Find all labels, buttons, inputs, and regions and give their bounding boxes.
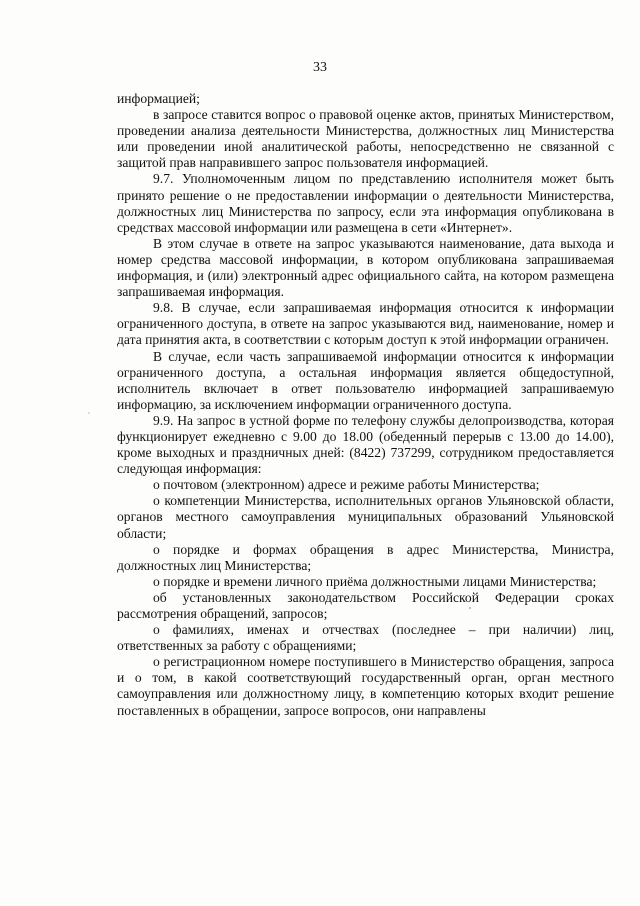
paragraph-14: о регистрационном номере поступившего в Министерство обращения, запроса и о том, в какой соответствующий государственный орган, орган местного самоуправления или должностному лицу, в компетенцию которых входит решение поставленных в обращении, запросе вопросов, они направлены	[117, 654, 614, 718]
scan-speck	[469, 607, 471, 609]
paragraph-6: В случае, если часть запрашиваемой информации относится к информации ограниченного доступа, а остальная информация является общедоступной, исполнитель включает в ответ пользователю информацией запрашиваемую информацию, за исключением информации ограниченного доступа.	[117, 348, 614, 412]
paragraph-12: об установленных законодательством Российской Федерации сроках рассмотрения обращений, запросов;	[117, 589, 614, 621]
paragraph-11: о порядке и времени личного приёма должностными лицами Министерства;	[153, 573, 597, 589]
document-body	[117, 91, 614, 719]
paragraph-2: в запросе ставится вопрос о правовой оценке актов, принятых Министерством, проведении анализа деятельности Министерства, должностных лиц Министерства или проведении иной аналитической работы, непосредственно не связанной с защитой прав направившего запрос пользователя информацией.	[117, 107, 614, 171]
paragraph-10: о порядке и формах обращения в адрес Министерства, Министра, должностных лиц Министерства;	[117, 541, 614, 573]
paragraph-9: о компетенции Министерства, исполнительных органов Ульяновской области, органов местного самоуправления муниципальных образований Ульяновской области;	[117, 493, 614, 541]
paragraph-7: 9.9. На запрос в устной форме по телефону службы делопроизводства, которая функционирует ежедневно с 9.00 до 18.00 (обеденный перерыв с 13.00 до 14.00), кроме выходных и праздничных дней: (8422) 737299, сотрудником предоставляется следующая информация:	[117, 412, 614, 477]
page-number: 33	[313, 60, 327, 75]
paragraph-8: о почтовом (электронном) адресе и режиме работы Министерства;	[153, 477, 540, 493]
paragraph-3: 9.7. Уполномоченным лицом по представлению исполнителя может быть принято решение о не предоставлении информации о деятельности Министерства, должностных лиц Министерства по запросу, если эта информация опубликована в средствах массовой информации или размещена в сети «Интернет».	[117, 171, 614, 235]
paragraph-1: информацией;	[117, 91, 200, 106]
paragraph-4: В этом случае в ответе на запрос указываются наименование, дата выхода и номер средства массовой информации, в котором опубликована запрашиваемая информация, и (или) электронный адрес официального сайта, на котором размещена запрашиваемая информация.	[117, 235, 614, 300]
scan-speck	[88, 412, 90, 414]
paragraph-13: о фамилиях, именах и отчествах (последнее – при наличии) лиц, ответственных за работу с обращениями;	[117, 622, 614, 654]
paragraph-5: 9.8. В случае, если запрашиваемая информация относится к информации ограниченного доступа, в ответе на запрос указываются вид, наименование, номер и дата принятия акта, в соответствии с которым доступ к этой информации ограничен.	[117, 300, 614, 348]
